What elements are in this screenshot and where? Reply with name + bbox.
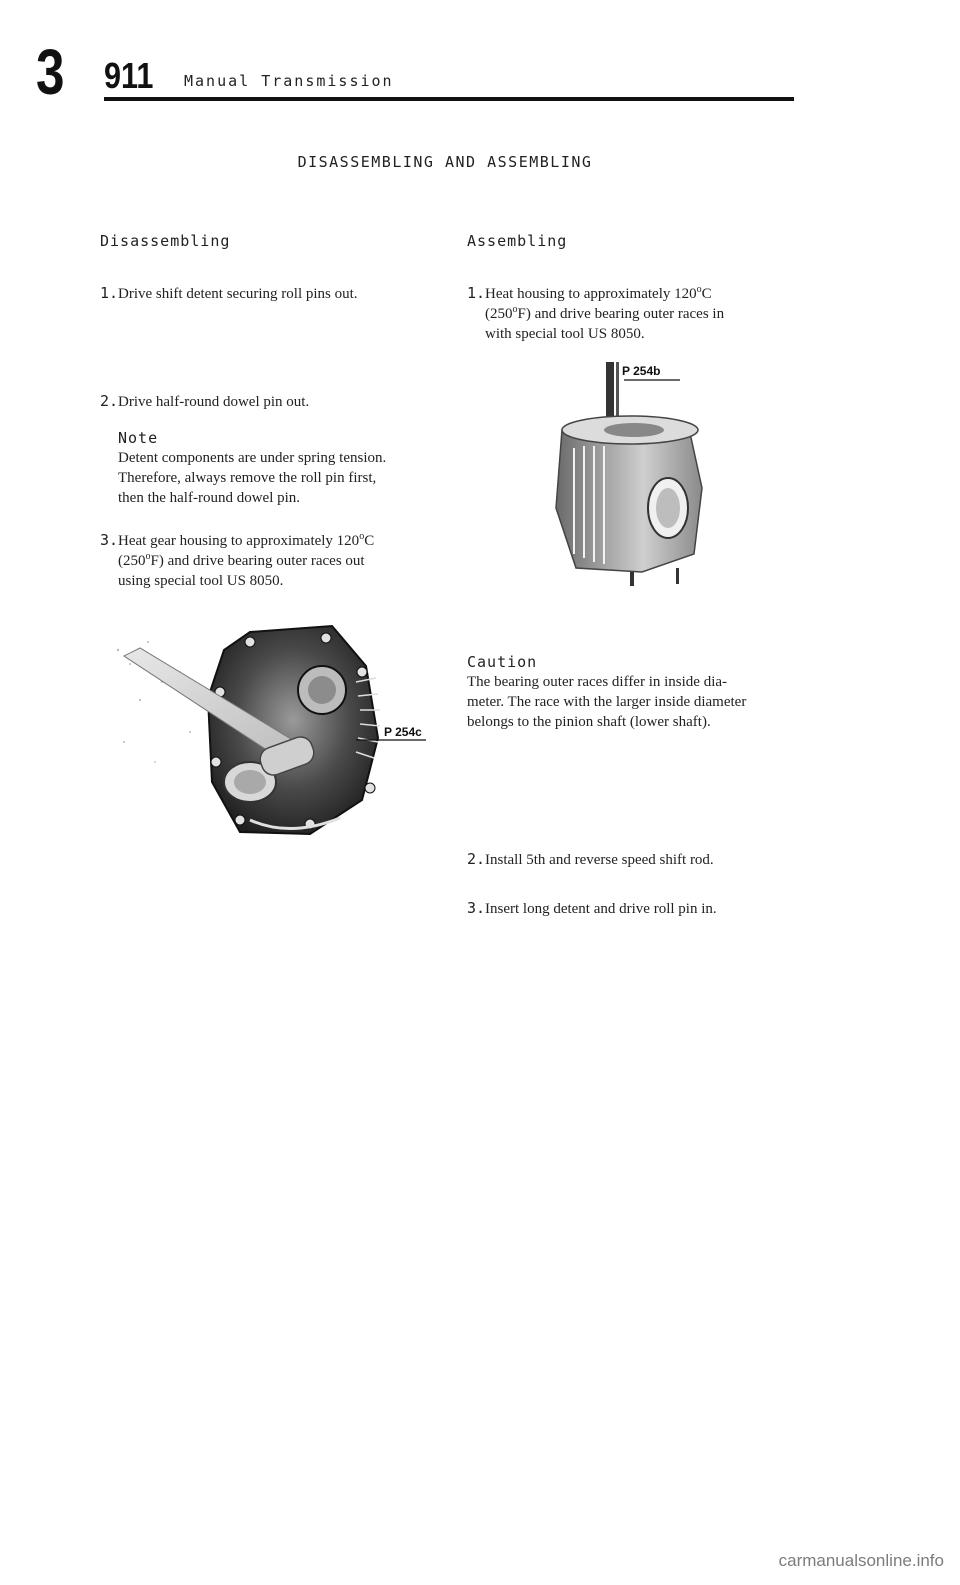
step-text: using special tool US 8050. [118,573,284,589]
disassembling-heading: Disassembling [100,232,231,250]
step-number: 1. [100,284,119,302]
degree-symbol: o [145,551,151,562]
step-text: Heat gear housing to approximately 120 [118,533,360,549]
assembling-step-2 [467,849,807,870]
page-title: DISASSEMBLING AND ASSEMBLING [297,153,593,171]
assembling-step-3 [467,898,807,919]
section-number: 3 [36,36,65,108]
caution-block [467,652,807,732]
figure-label: P 254b [622,364,661,378]
note-heading: Note [118,429,159,447]
caution-line: meter. The race with the larger inside diameter [467,694,747,710]
note-line: Detent components are under spring tension. [118,450,387,466]
note-line: Therefore, always remove the roll pin first, [118,470,377,486]
transmission-housing-photo [530,358,720,598]
disassembling-note [118,428,448,508]
step-text: Insert long detent and drive roll pin in. [485,901,717,917]
note-line: then the half-round dowel pin. [118,490,301,506]
step-text: C [364,533,375,549]
figure-p254c [100,612,440,844]
step-text: Drive half-round dowel pin out. [118,394,310,410]
degree-symbol: o [512,304,518,315]
step-text: with special tool US 8050. [485,326,645,342]
degree-symbol: o [696,284,702,295]
step-text: Drive shift detent securing roll pins out. [118,286,358,302]
caution-line: belongs to the pinion shaft (lower shaft). [467,714,711,730]
figure-label: P 254c [384,725,422,739]
step-text: (250 [485,306,513,322]
model-number: 911 [104,55,154,96]
watermark: carmanualsonline.info [778,1551,944,1570]
disassembling-step-2 [100,391,440,412]
disassembling-step-1 [100,283,440,304]
assembling-step-1 [467,283,807,344]
figure-p254b [530,358,720,598]
step-text: F) and drive bearing outer races out [150,553,365,569]
assembling-heading: Assembling [467,232,568,250]
step-text: Heat housing to approximately 120 [485,286,697,302]
caution-heading: Caution [467,653,538,671]
step-number: 3. [100,531,119,549]
step-text: C [701,286,712,302]
degree-symbol: o [359,531,365,542]
step-text: (250 [118,553,146,569]
chapter-title: Manual Transmission [184,72,394,90]
step-text: F) and drive bearing outer races in [517,306,725,322]
step-text: Install 5th and reverse speed shift rod. [485,852,714,868]
disassembling-step-3 [100,530,440,591]
step-number: 1. [467,284,486,302]
step-number: 3. [467,899,486,917]
caution-line: The bearing outer races differ in inside dia- [467,674,728,690]
step-number: 2. [100,392,119,410]
step-number: 2. [467,850,486,868]
header-rule [104,97,794,101]
